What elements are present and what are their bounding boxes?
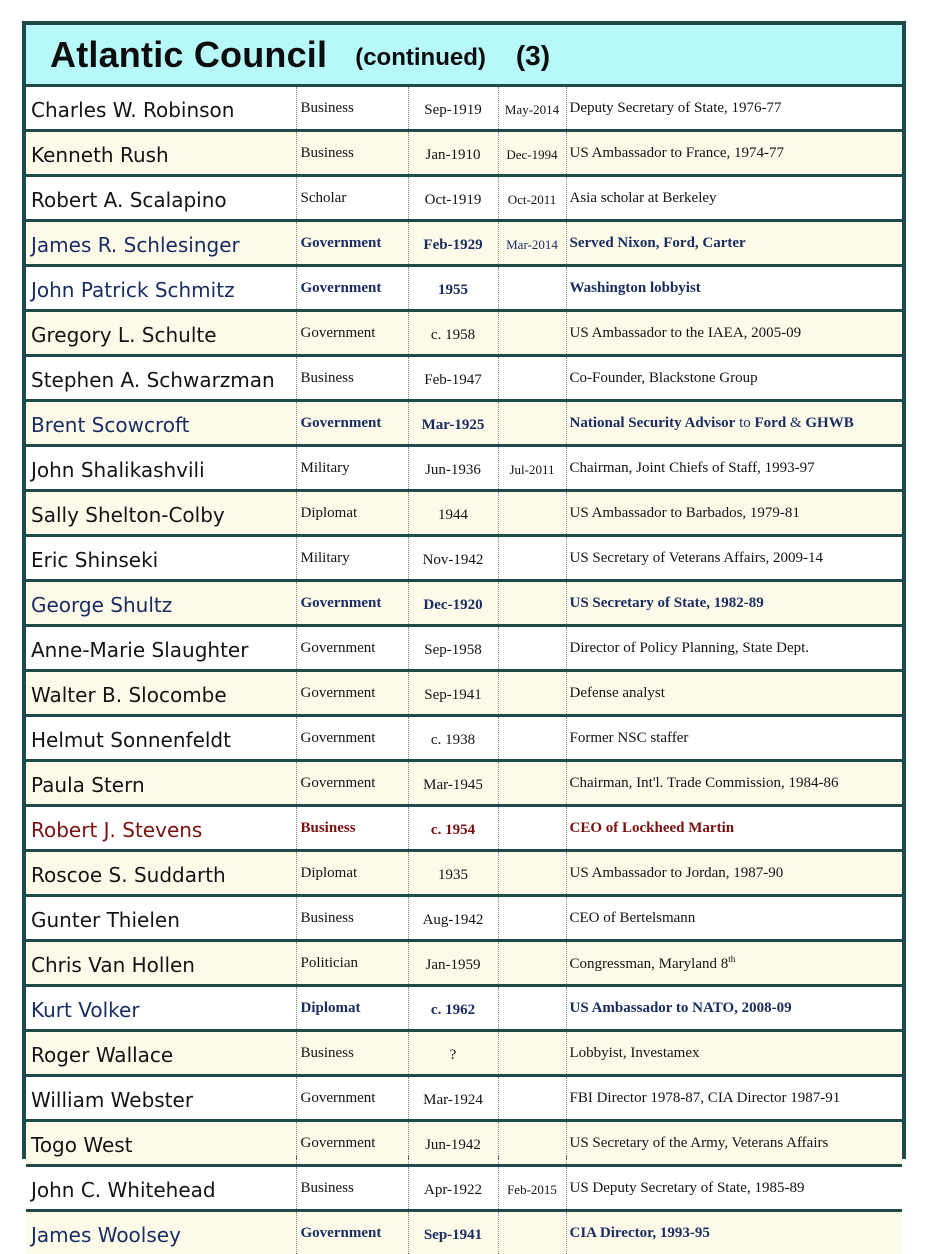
member-description: [566, 491, 902, 536]
description-text: Chairman, Int'l. Trade Commission, 1984-86: [570, 775, 839, 791]
description-part: National Security Advisor: [570, 415, 736, 431]
table-row: [26, 87, 902, 131]
member-name: John C. Whitehead: [26, 1166, 296, 1211]
member-died: [498, 716, 566, 761]
member-name: John Patrick Schmitz: [26, 266, 296, 311]
member-name: James R. Schlesinger: [26, 221, 296, 266]
member-category: Government: [296, 1121, 408, 1166]
description-text: US Ambassador to Barbados, 1979-81: [570, 505, 800, 521]
page-title: Atlantic Council: [50, 34, 327, 76]
table-row: [26, 176, 902, 221]
member-died: [498, 581, 566, 626]
member-name: Gunter Thielen: [26, 896, 296, 941]
member-category: Business: [296, 896, 408, 941]
member-name: Gregory L. Schulte: [26, 311, 296, 356]
member-category: Government: [296, 401, 408, 446]
member-born: Nov-1942: [408, 536, 498, 581]
member-died: Oct-2011: [498, 176, 566, 221]
member-description: [566, 1121, 902, 1166]
member-died: Jul-2011: [498, 446, 566, 491]
table-row: [26, 941, 902, 986]
description-text: US Secretary of the Army, Veterans Affairs: [570, 1135, 829, 1151]
table-row: [26, 896, 902, 941]
table-row: [26, 536, 902, 581]
description-text: US Ambassador to the IAEA, 2005-09: [570, 325, 802, 341]
members-table: [26, 87, 902, 1254]
member-name: Chris Van Hollen: [26, 941, 296, 986]
member-born: Sep-1941: [408, 671, 498, 716]
table-row: [26, 1076, 902, 1121]
description-text: US Ambassador to NATO, 2008-09: [570, 1000, 792, 1016]
member-description: [566, 941, 902, 986]
table-row: [26, 446, 902, 491]
table-row: [26, 986, 902, 1031]
member-name: Robert J. Stevens: [26, 806, 296, 851]
member-category: Business: [296, 1031, 408, 1076]
description-text: Congressman, Maryland 8: [570, 956, 729, 972]
member-category: Government: [296, 626, 408, 671]
member-name: Roscoe S. Suddarth: [26, 851, 296, 896]
member-category: Diplomat: [296, 986, 408, 1031]
member-name: Kurt Volker: [26, 986, 296, 1031]
member-died: [498, 1076, 566, 1121]
member-died: [498, 626, 566, 671]
description-text: CEO of Bertelsmann: [570, 910, 696, 926]
description-part: GHWB: [805, 415, 853, 431]
member-category: Business: [296, 806, 408, 851]
member-name: Paula Stern: [26, 761, 296, 806]
member-died: [498, 266, 566, 311]
member-born: ?: [408, 1031, 498, 1076]
member-died: [498, 1121, 566, 1166]
page-number: (3): [516, 40, 550, 72]
description-text: Co-Founder, Blackstone Group: [570, 370, 758, 386]
member-born: Jan-1959: [408, 941, 498, 986]
table-row: [26, 851, 902, 896]
member-died: Mar-2014: [498, 221, 566, 266]
member-died: May-2014: [498, 87, 566, 131]
member-died: [498, 491, 566, 536]
table-row: [26, 401, 902, 446]
page-subtitle: (continued): [355, 44, 486, 72]
table-row: [26, 131, 902, 176]
member-description: [566, 536, 902, 581]
description-text: US Secretary of Veterans Affairs, 2009-14: [570, 550, 824, 566]
member-name: Stephen A. Schwarzman: [26, 356, 296, 401]
member-description: [566, 1076, 902, 1121]
member-born: Jun-1936: [408, 446, 498, 491]
member-description: [566, 986, 902, 1031]
table-row: [26, 491, 902, 536]
member-died: Dec-1994: [498, 131, 566, 176]
member-description: [566, 626, 902, 671]
table-row: [26, 716, 902, 761]
table-row: [26, 356, 902, 401]
member-born: Apr-1922: [408, 1166, 498, 1211]
description-text: Served Nixon, Ford, Carter: [570, 235, 746, 251]
member-table-frame: [22, 21, 906, 1159]
member-name: Roger Wallace: [26, 1031, 296, 1076]
member-description: [566, 446, 902, 491]
description-text: Washington lobbyist: [570, 280, 701, 296]
description-text: Former NSC staffer: [570, 730, 689, 746]
member-died: [498, 761, 566, 806]
member-category: Government: [296, 311, 408, 356]
member-died: [498, 1031, 566, 1076]
description-text: Director of Policy Planning, State Dept.: [570, 640, 810, 656]
member-name: Sally Shelton-Colby: [26, 491, 296, 536]
member-description: [566, 896, 902, 941]
table-row: [26, 761, 902, 806]
member-category: Military: [296, 536, 408, 581]
table-row: [26, 311, 902, 356]
member-name: Eric Shinseki: [26, 536, 296, 581]
member-born: c. 1954: [408, 806, 498, 851]
table-row: [26, 1031, 902, 1076]
member-born: c. 1962: [408, 986, 498, 1031]
description-text: Defense analyst: [570, 685, 665, 701]
table-row: [26, 626, 902, 671]
member-category: Scholar: [296, 176, 408, 221]
member-category: Government: [296, 266, 408, 311]
member-description: [566, 311, 902, 356]
description-part: to: [735, 415, 754, 431]
member-died: [498, 806, 566, 851]
description-text: US Secretary of State, 1982-89: [570, 595, 764, 611]
member-category: Government: [296, 581, 408, 626]
member-category: Business: [296, 131, 408, 176]
member-description: [566, 1211, 902, 1254]
member-category: Military: [296, 446, 408, 491]
member-born: Sep-1958: [408, 626, 498, 671]
description-text: US Deputy Secretary of State, 1985-89: [570, 1180, 805, 1196]
member-category: Government: [296, 761, 408, 806]
table-row: [26, 671, 902, 716]
description-text: US Ambassador to Jordan, 1987-90: [570, 865, 784, 881]
description-text: CIA Director, 1993-95: [570, 1225, 710, 1241]
member-born: c. 1938: [408, 716, 498, 761]
member-born: 1944: [408, 491, 498, 536]
member-category: Government: [296, 1076, 408, 1121]
table-row: [26, 1121, 902, 1166]
description-text: CEO of Lockheed Martin: [570, 820, 735, 836]
member-category: Government: [296, 716, 408, 761]
member-description: [566, 1031, 902, 1076]
member-description: [566, 806, 902, 851]
member-born: 1935: [408, 851, 498, 896]
member-name: Togo West: [26, 1121, 296, 1166]
member-died: [498, 1211, 566, 1254]
member-category: Politician: [296, 941, 408, 986]
member-died: [498, 401, 566, 446]
member-name: Kenneth Rush: [26, 131, 296, 176]
member-name: Anne-Marie Slaughter: [26, 626, 296, 671]
member-born: Dec-1920: [408, 581, 498, 626]
description-text: Chairman, Joint Chiefs of Staff, 1993-97: [570, 460, 815, 476]
description-text: Asia scholar at Berkeley: [570, 190, 717, 206]
description-part: Ford: [755, 415, 787, 431]
table-row: [26, 1166, 902, 1211]
member-description: [566, 716, 902, 761]
member-born: Mar-1945: [408, 761, 498, 806]
member-category: Business: [296, 87, 408, 131]
member-died: [498, 356, 566, 401]
member-description: [566, 176, 902, 221]
description-text: FBI Director 1978-87, CIA Director 1987-91: [570, 1090, 841, 1106]
member-born: Feb-1947: [408, 356, 498, 401]
member-born: 1955: [408, 266, 498, 311]
member-born: Aug-1942: [408, 896, 498, 941]
member-description: [566, 581, 902, 626]
member-category: Diplomat: [296, 851, 408, 896]
member-category: Business: [296, 356, 408, 401]
member-category: Business: [296, 1166, 408, 1211]
member-born: Mar-1925: [408, 401, 498, 446]
member-died: [498, 896, 566, 941]
description-text: Lobbyist, Investamex: [570, 1045, 700, 1061]
member-description: [566, 671, 902, 716]
description-part: &: [786, 415, 805, 431]
member-description: [566, 401, 902, 446]
page-header: [26, 25, 902, 87]
member-name: Walter B. Slocombe: [26, 671, 296, 716]
member-category: Government: [296, 1211, 408, 1254]
member-name: Charles W. Robinson: [26, 87, 296, 131]
member-born: Feb-1929: [408, 221, 498, 266]
description-text: US Ambassador to France, 1974-77: [570, 145, 785, 161]
member-born: Jan-1910: [408, 131, 498, 176]
member-born: c. 1958: [408, 311, 498, 356]
table-row: [26, 221, 902, 266]
member-died: [498, 671, 566, 716]
member-died: Feb-2015: [498, 1166, 566, 1211]
member-name: William Webster: [26, 1076, 296, 1121]
member-died: [498, 311, 566, 356]
member-died: [498, 536, 566, 581]
member-born: Jun-1942: [408, 1121, 498, 1166]
description-text: Deputy Secretary of State, 1976-77: [570, 100, 782, 116]
member-name: Robert A. Scalapino: [26, 176, 296, 221]
member-name: James Woolsey: [26, 1211, 296, 1254]
table-row: [26, 581, 902, 626]
member-name: George Shultz: [26, 581, 296, 626]
member-name: Brent Scowcroft: [26, 401, 296, 446]
description-superscript: th: [728, 954, 735, 964]
member-name: John Shalikashvili: [26, 446, 296, 491]
table-row: [26, 1211, 902, 1254]
member-description: [566, 221, 902, 266]
member-description: [566, 1166, 902, 1211]
member-description: [566, 761, 902, 806]
member-name: Helmut Sonnenfeldt: [26, 716, 296, 761]
table-row: [26, 806, 902, 851]
member-born: Sep-1919: [408, 87, 498, 131]
member-died: [498, 941, 566, 986]
member-description: [566, 356, 902, 401]
member-description: [566, 87, 902, 131]
member-description: [566, 266, 902, 311]
member-died: [498, 851, 566, 896]
member-description: [566, 851, 902, 896]
member-category: Diplomat: [296, 491, 408, 536]
member-description: [566, 131, 902, 176]
member-born: Mar-1924: [408, 1076, 498, 1121]
member-category: Government: [296, 221, 408, 266]
member-category: Government: [296, 671, 408, 716]
member-born: Sep-1941: [408, 1211, 498, 1254]
member-born: Oct-1919: [408, 176, 498, 221]
table-row: [26, 266, 902, 311]
member-died: [498, 986, 566, 1031]
